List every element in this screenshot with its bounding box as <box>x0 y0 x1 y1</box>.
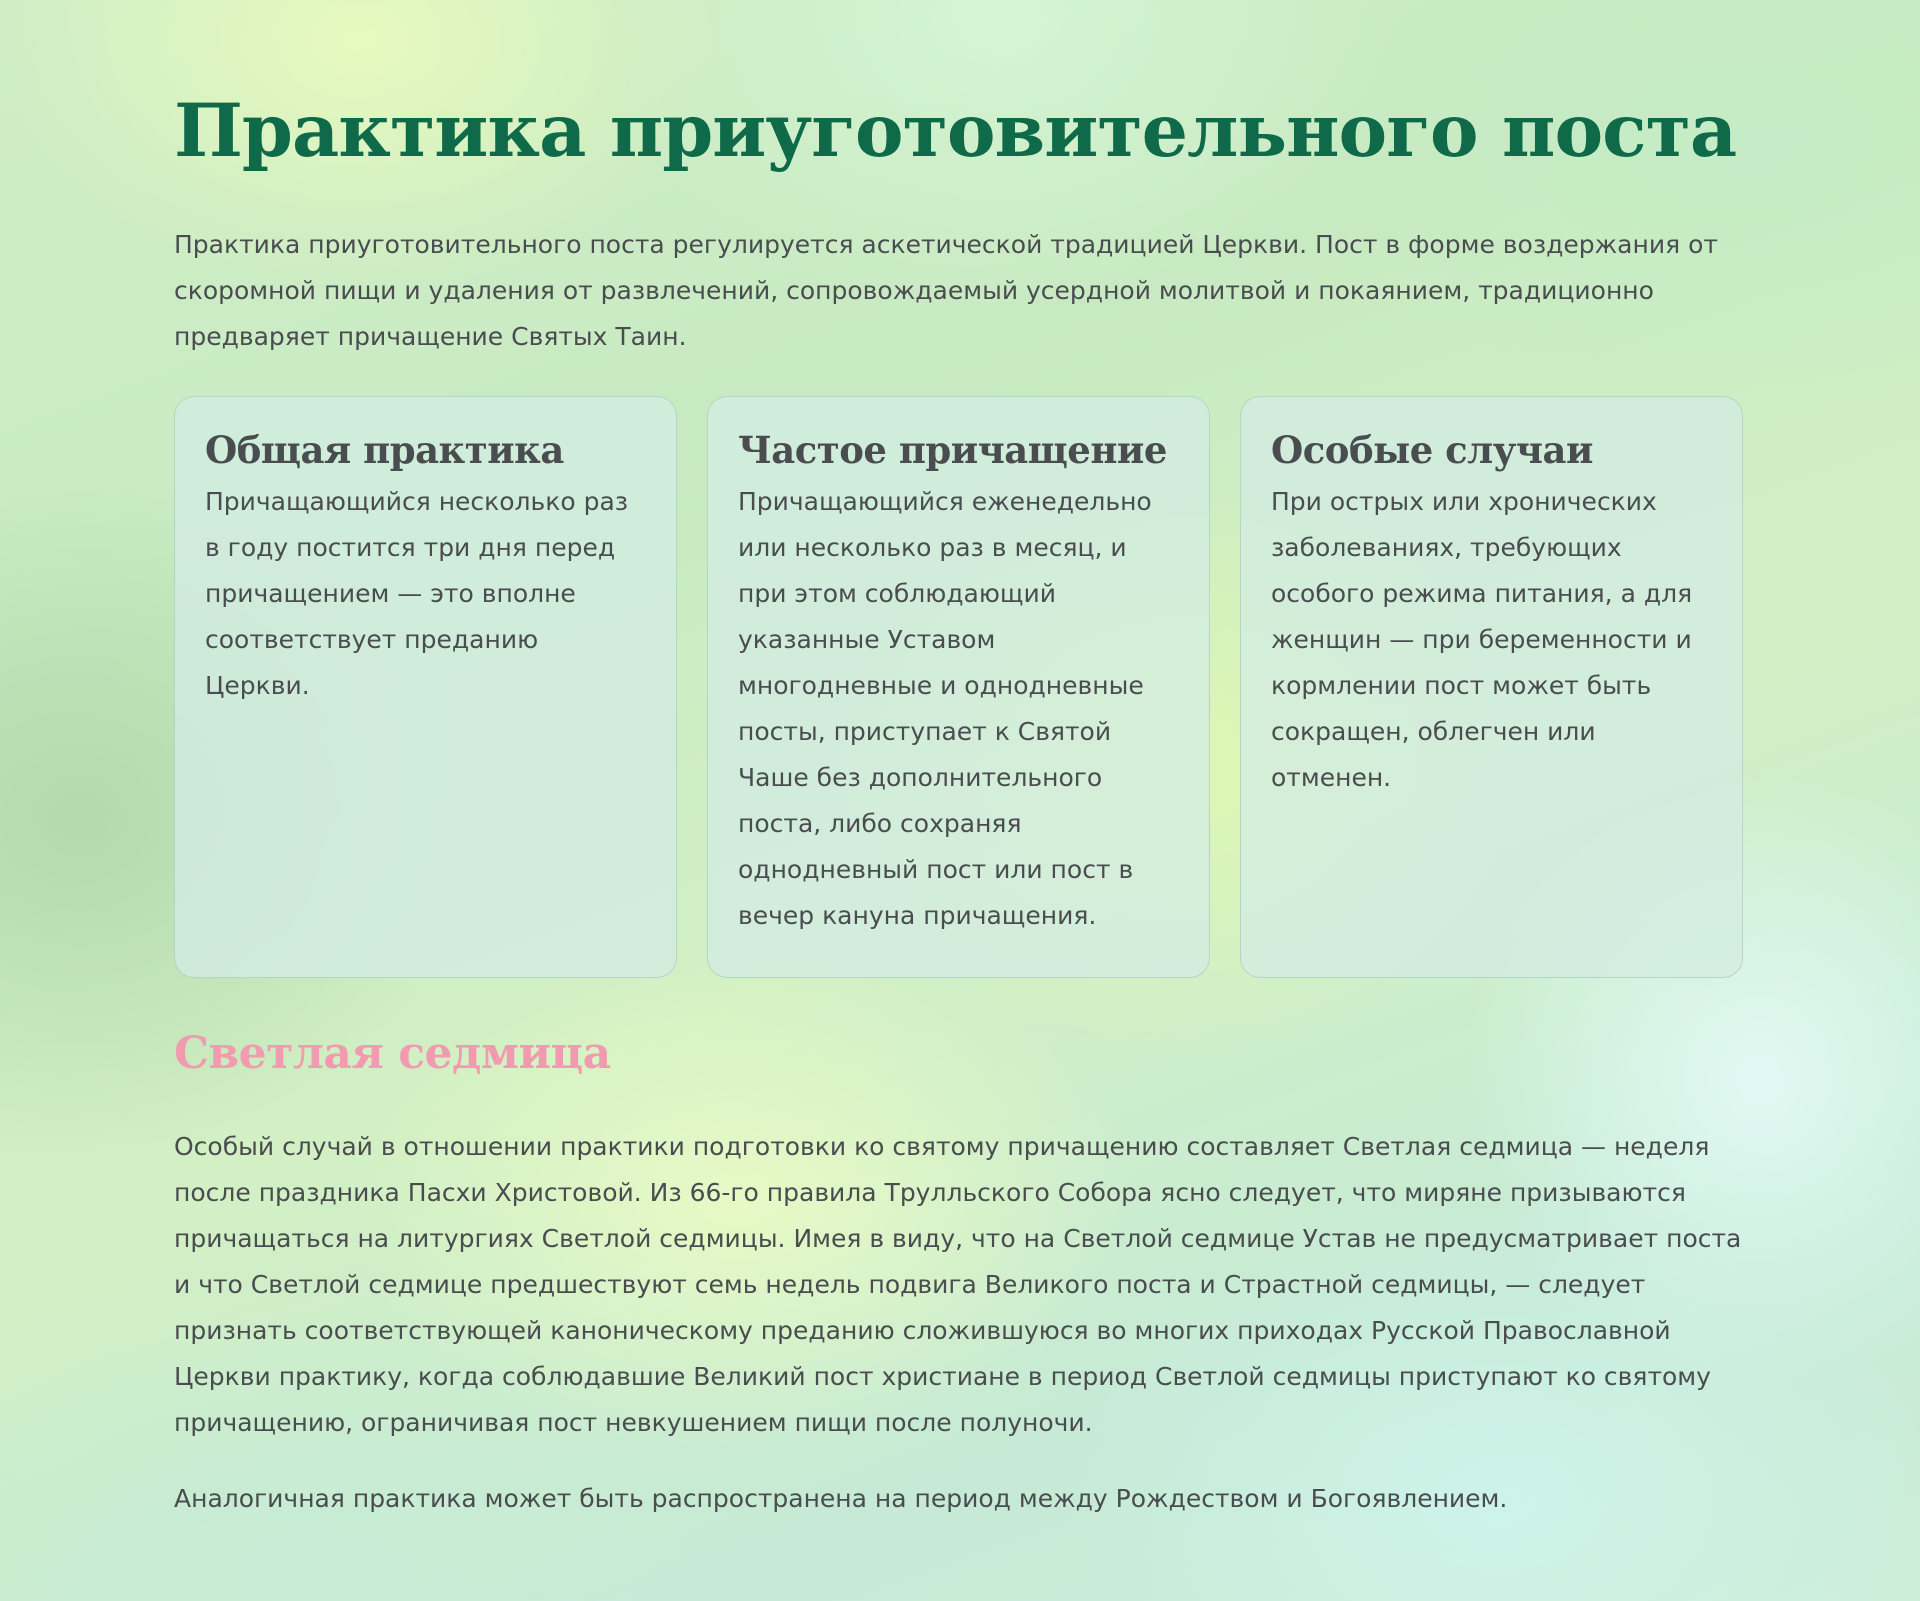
card-special-cases <box>1240 396 1743 978</box>
card-general-practice <box>174 396 677 978</box>
card-title: Особые случаи <box>1271 428 1593 472</box>
section-paragraph: Аналогичная практика может быть распространена на период между Рождеством и Богоявлением. <box>174 1484 1508 1513</box>
page-title: Практика приуготовительного поста <box>174 88 1737 174</box>
article <box>174 0 1749 1522</box>
intro-paragraph: Практика приуготовительного поста регулируется аскетической традицией Церкви. Пост в форме воздержания от скоромной пищи и удаления от развлечений, сопровождаемый усердной молитвой и покаянием, традиционно предваряет причащение Святых Таин. <box>174 230 1718 351</box>
card-text: Причащающийся еженедельно или несколько раз в месяц, и при этом соблюдающий указанные Уставом многодневные и однодневные посты, приступает к Святой Чаше без дополнительного поста, либо сохраняя однодневный пост или пост в вечер кануна причащения. <box>738 487 1152 930</box>
section-title: Светлая седмица <box>174 1028 611 1079</box>
card-text: При острых или хронических заболеваниях, требующих особого режима питания, а для женщин — при беременности и кормлении пост может быть сокращен, облегчен или отменен. <box>1271 487 1693 792</box>
practice-cards <box>174 396 1749 978</box>
card-title: Частое причащение <box>738 428 1167 472</box>
card-title: Общая практика <box>205 428 564 472</box>
section-paragraph: Особый случай в отношении практики подготовки ко святому причащению составляет Светлая седмица — неделя после праздника Пасхи Христовой. Из 66-го правила Трулльского Собора ясно следует, что миряне призываются причащаться на литургиях Светлой седмицы. Имея в виду, что на Светлой седмице Устав не предусматривает поста и что Светлой седмице предшествуют семь недель подвига Великого поста и Страстной седмицы, — следует признать соответствующей каноническому преданию сложившуюся во многих приходах Русской Православной Церкви практику, когда соблюдавшие Великий пост христиане в период Светлой седмицы приступают ко святому причащению, ограничивая пост невкушением пищи после полуночи. <box>174 1132 1742 1437</box>
card-text: Причащающийся несколько раз в году постится три дня перед причащением — это вполне соответствует преданию Церкви. <box>205 487 629 700</box>
card-frequent-communion <box>707 396 1210 978</box>
